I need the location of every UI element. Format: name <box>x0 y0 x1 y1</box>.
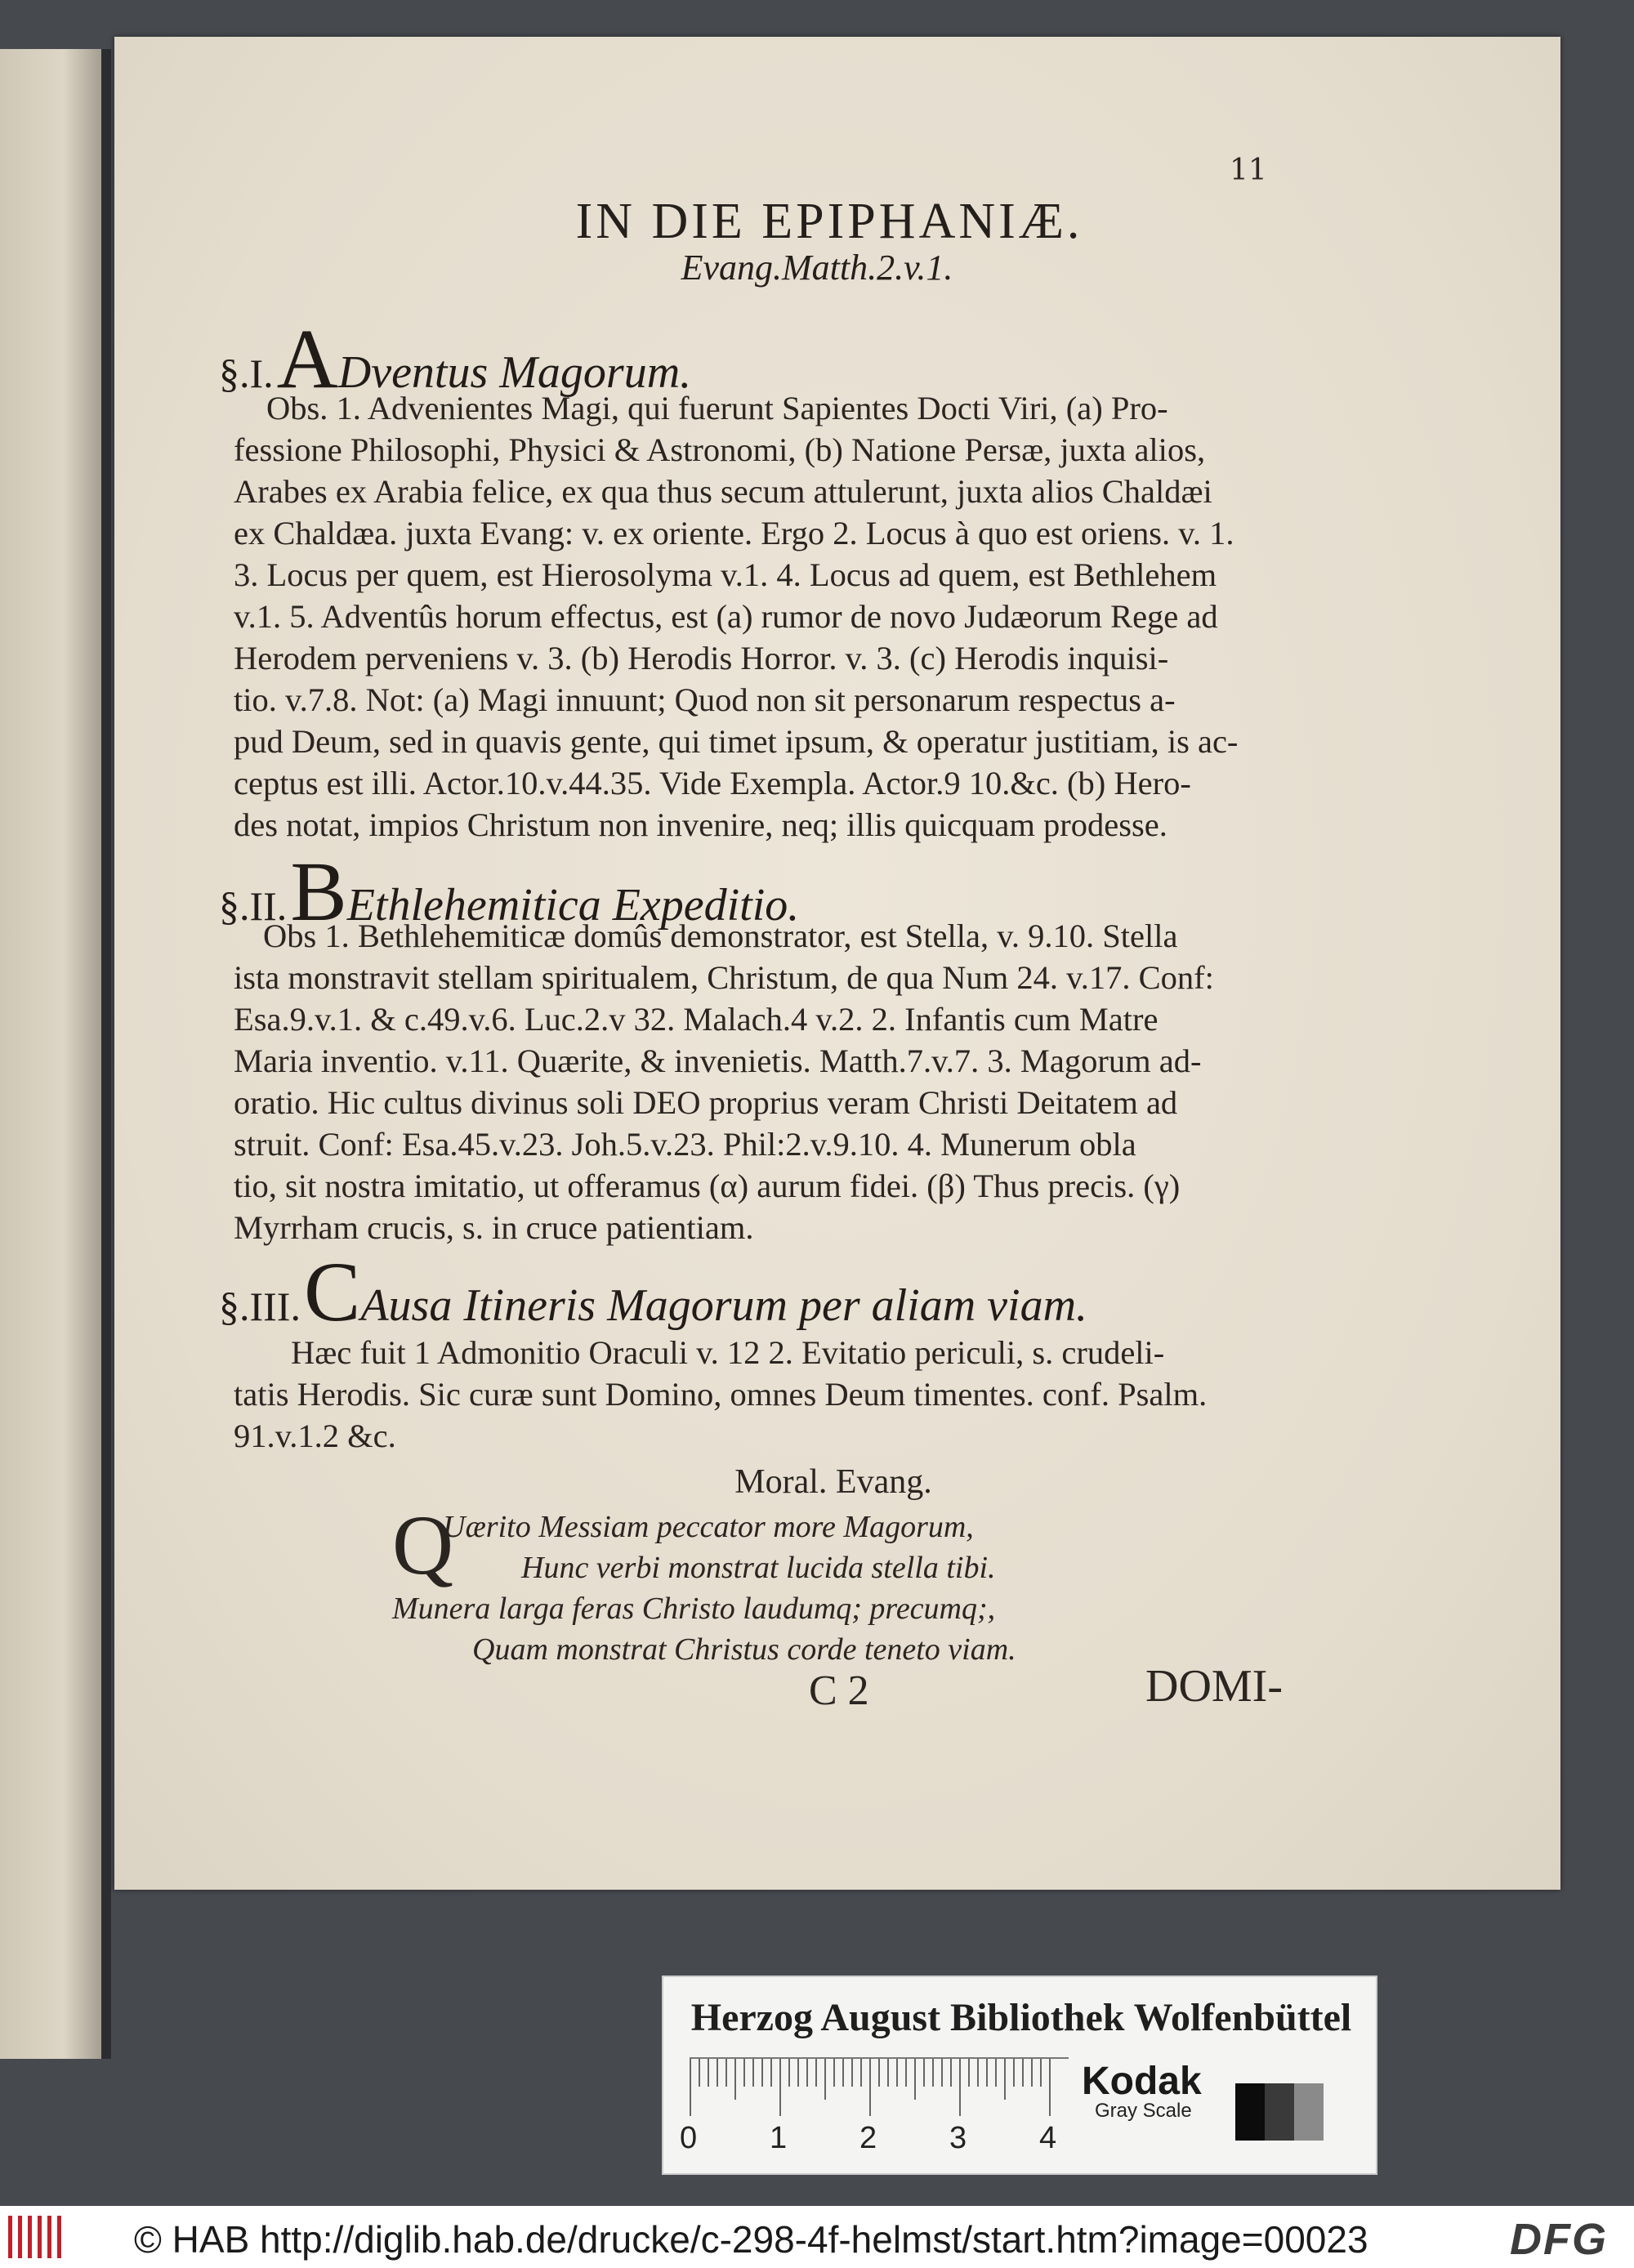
text-line: fessione Philosophi, Physici & Astronomi, (b) Natione Persæ, juxta alios, <box>234 431 1206 468</box>
text-line: ex Chaldæa. juxta Evang: v. ex oriente. Ergo 2. Locus à quo est oriens. v. 1. <box>234 515 1234 551</box>
library-name: Herzog August Bibliothek Wolfenbüttel <box>690 1996 1352 2039</box>
ruler-tick <box>761 2059 763 2087</box>
text-line: tio, sit nostra imitatio, ut offeramus (α) aurum fidei. (β) Thus precis. (γ) <box>234 1167 1181 1204</box>
section-initial: A <box>276 312 338 406</box>
ruler-tick <box>690 2059 691 2116</box>
text-line: Maria inventio. v.11. Quærite, & invenietis. Matth.7.v.7. 3. Magorum ad- <box>234 1042 1202 1079</box>
ruler-tick <box>734 2059 736 2100</box>
ruler-tick <box>725 2059 727 2087</box>
ruler-tick <box>770 2059 772 2087</box>
gray-patch-dark <box>1265 2083 1294 2141</box>
text-line: tatis Herodis. Sic curæ sunt Domino, omnes Deum timentes. conf. Psalm. <box>234 1376 1208 1413</box>
ruler-number: 1 <box>770 2121 788 2155</box>
section-heading-text: Ausa Itineris Magorum per aliam viam. <box>360 1280 1088 1331</box>
ruler-tick <box>815 2059 817 2087</box>
ruler <box>690 2057 1069 2123</box>
text-line: des notat, impios Christum non invenire, neq; illis quicquam prodesse. <box>234 806 1167 843</box>
poem-line: Hunc verbi monstrat lucida stella tibi. <box>521 1551 996 1585</box>
ruler-tick <box>896 2059 898 2087</box>
text-line: ceptus est illi. Actor.10.v.44.35. Vide Exempla. Actor.9 10.&c. (b) Hero- <box>234 765 1191 801</box>
ruler-tick <box>878 2059 880 2087</box>
ruler-tick <box>869 2059 871 2116</box>
section-initial: C <box>303 1245 361 1339</box>
footer-bar <box>0 2206 1634 2268</box>
ruler-tick <box>699 2059 700 2087</box>
ruler-tick <box>959 2059 961 2116</box>
ruler-tick <box>932 2059 934 2087</box>
section-3-heading <box>219 1245 1088 1339</box>
text-line: oratio. Hic cultus divinus soli DEO proprius veram Christi Deitatem ad <box>234 1084 1178 1121</box>
text-line: tio. v.7.8. Not: (a) Magi innuunt; Quod non sit personarum respectus a- <box>234 681 1176 718</box>
text-line: Arabes ex Arabia felice, ex qua thus secum attulerunt, juxta alios Chaldæi <box>234 473 1212 510</box>
gray-patch-black <box>1235 2083 1265 2141</box>
ruler-tick <box>797 2059 799 2087</box>
text-line: Obs 1. Bethlehemiticæ domûs demonstrator, est Stella, v. 9.10. Stella <box>263 917 1178 954</box>
section-1-text <box>234 387 1288 846</box>
moral-title: Moral. Evang. <box>734 1463 932 1501</box>
section-heading-text: Ethlehemitica Expeditio. <box>346 880 800 931</box>
text-line: ista monstravit stellam spiritualem, Christum, de qua Num 24. v.17. Conf: <box>234 959 1214 996</box>
ruler-tick <box>1013 2059 1015 2087</box>
text-line: struit. Conf: Esa.45.v.23. Joh.5.v.23. Phil:2.v.9.10. 4. Munerum obla <box>234 1126 1136 1163</box>
ruler-number: 0 <box>680 2121 698 2155</box>
ruler-tick <box>779 2059 781 2116</box>
ruler-tick <box>752 2059 754 2087</box>
ruler-tick <box>788 2059 790 2087</box>
ruler-tick <box>914 2059 916 2100</box>
catchword: DOMI- <box>1145 1661 1283 1712</box>
kodak-logo: Kodak <box>1082 2060 1202 2103</box>
hab-logo-icon <box>8 2216 62 2258</box>
ruler-tick <box>995 2059 997 2087</box>
ruler-tick <box>941 2059 943 2087</box>
facing-page-edge <box>0 49 106 2059</box>
section-2-text <box>234 915 1288 1248</box>
ruler-tick <box>905 2059 907 2087</box>
poem-line: Munera larga feras Christo laudumq; precumq;, <box>392 1592 996 1626</box>
footer-url-text: © HAB http://diglib.hab.de/drucke/c-298-4f-helmst/start.htm?image=00023 <box>134 2218 1368 2261</box>
gray-scale-label: Gray Scale <box>1095 2100 1192 2122</box>
text-line: Esa.9.v.1. & c.49.v.6. Luc.2.v 32. Malach.4 v.2. 2. Infantis cum Matre <box>234 1001 1159 1038</box>
section-heading-text: Dventus Magorum. <box>337 347 692 398</box>
section-number: §.II. <box>219 883 288 929</box>
text-line: Hæc fuit 1 Admonitio Oraculi v. 12 2. Evitatio periculi, s. crudeli- <box>291 1334 1165 1371</box>
poem-line: Uærito Messiam peccator more Magorum, <box>443 1510 974 1544</box>
book-spine <box>101 49 111 2059</box>
ruler-tick <box>806 2059 808 2087</box>
ruler-tick <box>1004 2059 1006 2100</box>
dfg-logo: DFG <box>1510 2215 1608 2264</box>
ruler-tick <box>887 2059 889 2087</box>
ruler-tick <box>851 2059 853 2087</box>
section-initial: B <box>290 845 347 939</box>
ruler-tick <box>1031 2059 1033 2087</box>
page-number: 11 <box>1230 154 1267 187</box>
ruler-tick <box>743 2059 745 2087</box>
ruler-tick <box>860 2059 862 2087</box>
ruler-tick <box>717 2059 718 2087</box>
text-line: 3. Locus per quem, est Hierosolyma v.1. 4. Locus ad quem, est Bethlehem <box>234 556 1217 593</box>
ruler-tick <box>833 2059 835 2087</box>
section-number: §.I. <box>219 350 274 396</box>
text-line: Herodem perveniens v. 3. (b) Herodis Horror. v. 3. (c) Herodis inquisi- <box>234 640 1169 676</box>
ruler-tick <box>1040 2059 1042 2087</box>
text-line: Myrrham crucis, s. in cruce patientiam. <box>234 1209 754 1246</box>
page-subtitle: Evang.Matth.2.v.1. <box>681 248 953 288</box>
ruler-number: 3 <box>949 2121 967 2155</box>
ruler-number: 4 <box>1039 2121 1057 2155</box>
color-scale-card <box>662 1976 1377 2175</box>
signature-mark: C 2 <box>809 1668 869 1714</box>
ruler-tick <box>1022 2059 1024 2087</box>
ruler-tick <box>1049 2059 1051 2116</box>
text-line: pud Deum, sed in quavis gente, qui timet ipsum, & operatur justitiam, is ac- <box>234 723 1239 760</box>
gray-patch-mid <box>1294 2083 1324 2141</box>
page-title: IN DIE EPIPHANIÆ. <box>575 194 1083 249</box>
section-3-text <box>234 1332 1288 1457</box>
ruler-tick <box>968 2059 970 2087</box>
ruler-tick <box>986 2059 988 2087</box>
ruler-tick <box>824 2059 826 2100</box>
ruler-tick <box>708 2059 709 2087</box>
ruler-tick <box>950 2059 952 2087</box>
text-line: 91.v.1.2 &c. <box>234 1418 396 1454</box>
poem-initial: Q <box>392 1498 454 1592</box>
poem-line: Quam monstrat Christus corde teneto viam. <box>472 1632 1016 1667</box>
text-line: Obs. 1. Advenientes Magi, qui fuerunt Sapientes Docti Viri, (a) Pro- <box>266 390 1168 426</box>
section-number: §.III. <box>219 1284 301 1329</box>
ruler-tick <box>977 2059 979 2087</box>
ruler-number: 2 <box>859 2121 877 2155</box>
ruler-tick <box>842 2059 844 2087</box>
text-line: v.1. 5. Adventûs horum effectus, est (a) rumor de novo Judæorum Rege ad <box>234 598 1218 635</box>
ruler-tick <box>923 2059 925 2087</box>
